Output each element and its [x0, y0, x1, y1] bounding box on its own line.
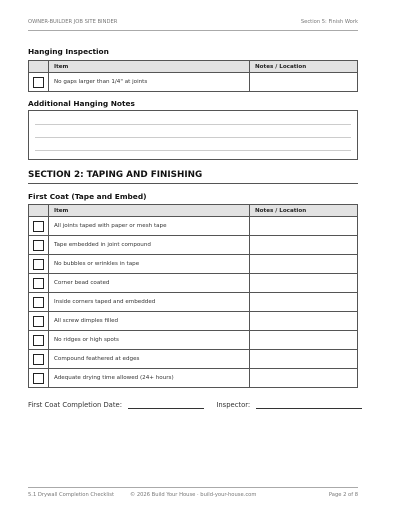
hanging-inspection-table [28, 60, 358, 92]
checkbox-cell [29, 236, 49, 255]
item-cell: Adequate drying time allowed (24+ hours) [49, 369, 250, 388]
table-row [29, 217, 358, 236]
item-cell: No ridges or high spots [49, 331, 250, 350]
checkbox[interactable] [33, 221, 44, 232]
page-footer [28, 487, 358, 499]
hanging-notes-heading: Additional Hanging Notes [28, 99, 135, 108]
footer-copyright: © 2026 Build Your House · build-your-house.com [130, 492, 257, 498]
hanging-notes-box[interactable] [28, 110, 358, 160]
checkbox[interactable] [33, 259, 44, 270]
notes-cell[interactable] [250, 236, 358, 255]
checkbox[interactable] [33, 77, 44, 88]
first-coat-table [28, 204, 358, 388]
item-cell: No bubbles or wrinkles in tape [49, 255, 250, 274]
notes-column-header: Notes / Location [250, 205, 358, 217]
checkbox[interactable] [33, 278, 44, 289]
footer-page-number: Page 2 of 8 [328, 492, 358, 498]
table-header-row [29, 205, 358, 217]
section-2-rule [28, 183, 358, 184]
notes-cell[interactable] [250, 350, 358, 369]
item-cell: Inside corners taped and embedded [49, 293, 250, 312]
table-row [29, 293, 358, 312]
checkbox-cell [29, 369, 49, 388]
item-cell: No gaps larger than 1/4" at joints [49, 73, 250, 92]
item-column-header: Item [49, 61, 250, 73]
checkbox-cell [29, 73, 49, 92]
notes-cell[interactable] [250, 217, 358, 236]
hanging-inspection-rows [29, 73, 358, 92]
checkbox-cell [29, 350, 49, 369]
checkbox[interactable] [33, 335, 44, 346]
table-row [29, 236, 358, 255]
notes-line [35, 124, 351, 125]
signoff-row [28, 401, 362, 409]
checkbox-cell [29, 293, 49, 312]
checkbox-column-header [29, 61, 49, 73]
notes-cell[interactable] [250, 293, 358, 312]
hanging-inspection-heading: Hanging Inspection [28, 47, 109, 56]
first-coat-heading: First Coat (Tape and Embed) [28, 192, 147, 201]
table-header-row [29, 61, 358, 73]
checkbox-cell [29, 255, 49, 274]
section-2-title: SECTION 2: TAPING AND FINISHING [28, 170, 203, 180]
completion-date-label: First Coat Completion Date: [28, 401, 122, 409]
completion-date-field[interactable] [128, 401, 204, 409]
page-header [28, 17, 358, 31]
checkbox-cell [29, 274, 49, 293]
item-cell: All joints taped with paper or mesh tape [49, 217, 250, 236]
inspector-field[interactable] [256, 401, 362, 409]
header-binder-title: OWNER-BUILDER JOB SITE BINDER [28, 19, 118, 25]
notes-cell[interactable] [250, 369, 358, 388]
checkbox[interactable] [33, 297, 44, 308]
table-row [29, 312, 358, 331]
table-row [29, 350, 358, 369]
checkbox-cell [29, 217, 49, 236]
notes-cell[interactable] [250, 312, 358, 331]
notes-cell[interactable] [250, 274, 358, 293]
notes-cell[interactable] [250, 255, 358, 274]
checkbox[interactable] [33, 354, 44, 365]
checkbox[interactable] [33, 373, 44, 384]
inspector-label: Inspector: [216, 401, 251, 409]
checkbox[interactable] [33, 240, 44, 251]
header-section-title: Section 5: Finish Work [300, 19, 358, 25]
item-cell: All screw dimples filled [49, 312, 250, 331]
checkbox-cell [29, 331, 49, 350]
checkbox-cell [29, 312, 49, 331]
table-row [29, 73, 358, 92]
item-column-header: Item [49, 205, 250, 217]
checkbox[interactable] [33, 316, 44, 327]
notes-cell[interactable] [250, 331, 358, 350]
first-coat-rows [29, 217, 358, 388]
notes-column-header: Notes / Location [250, 61, 358, 73]
table-row [29, 274, 358, 293]
table-row [29, 255, 358, 274]
notes-line [35, 150, 351, 151]
notes-cell[interactable] [250, 73, 358, 92]
item-cell: Corner bead coated [49, 274, 250, 293]
notes-line [35, 137, 351, 138]
footer-doc-title: 5.1 Drywall Completion Checklist [28, 492, 114, 498]
table-row [29, 369, 358, 388]
table-row [29, 331, 358, 350]
item-cell: Compound feathered at edges [49, 350, 250, 369]
checkbox-column-header [29, 205, 49, 217]
item-cell: Tape embedded in joint compound [49, 236, 250, 255]
